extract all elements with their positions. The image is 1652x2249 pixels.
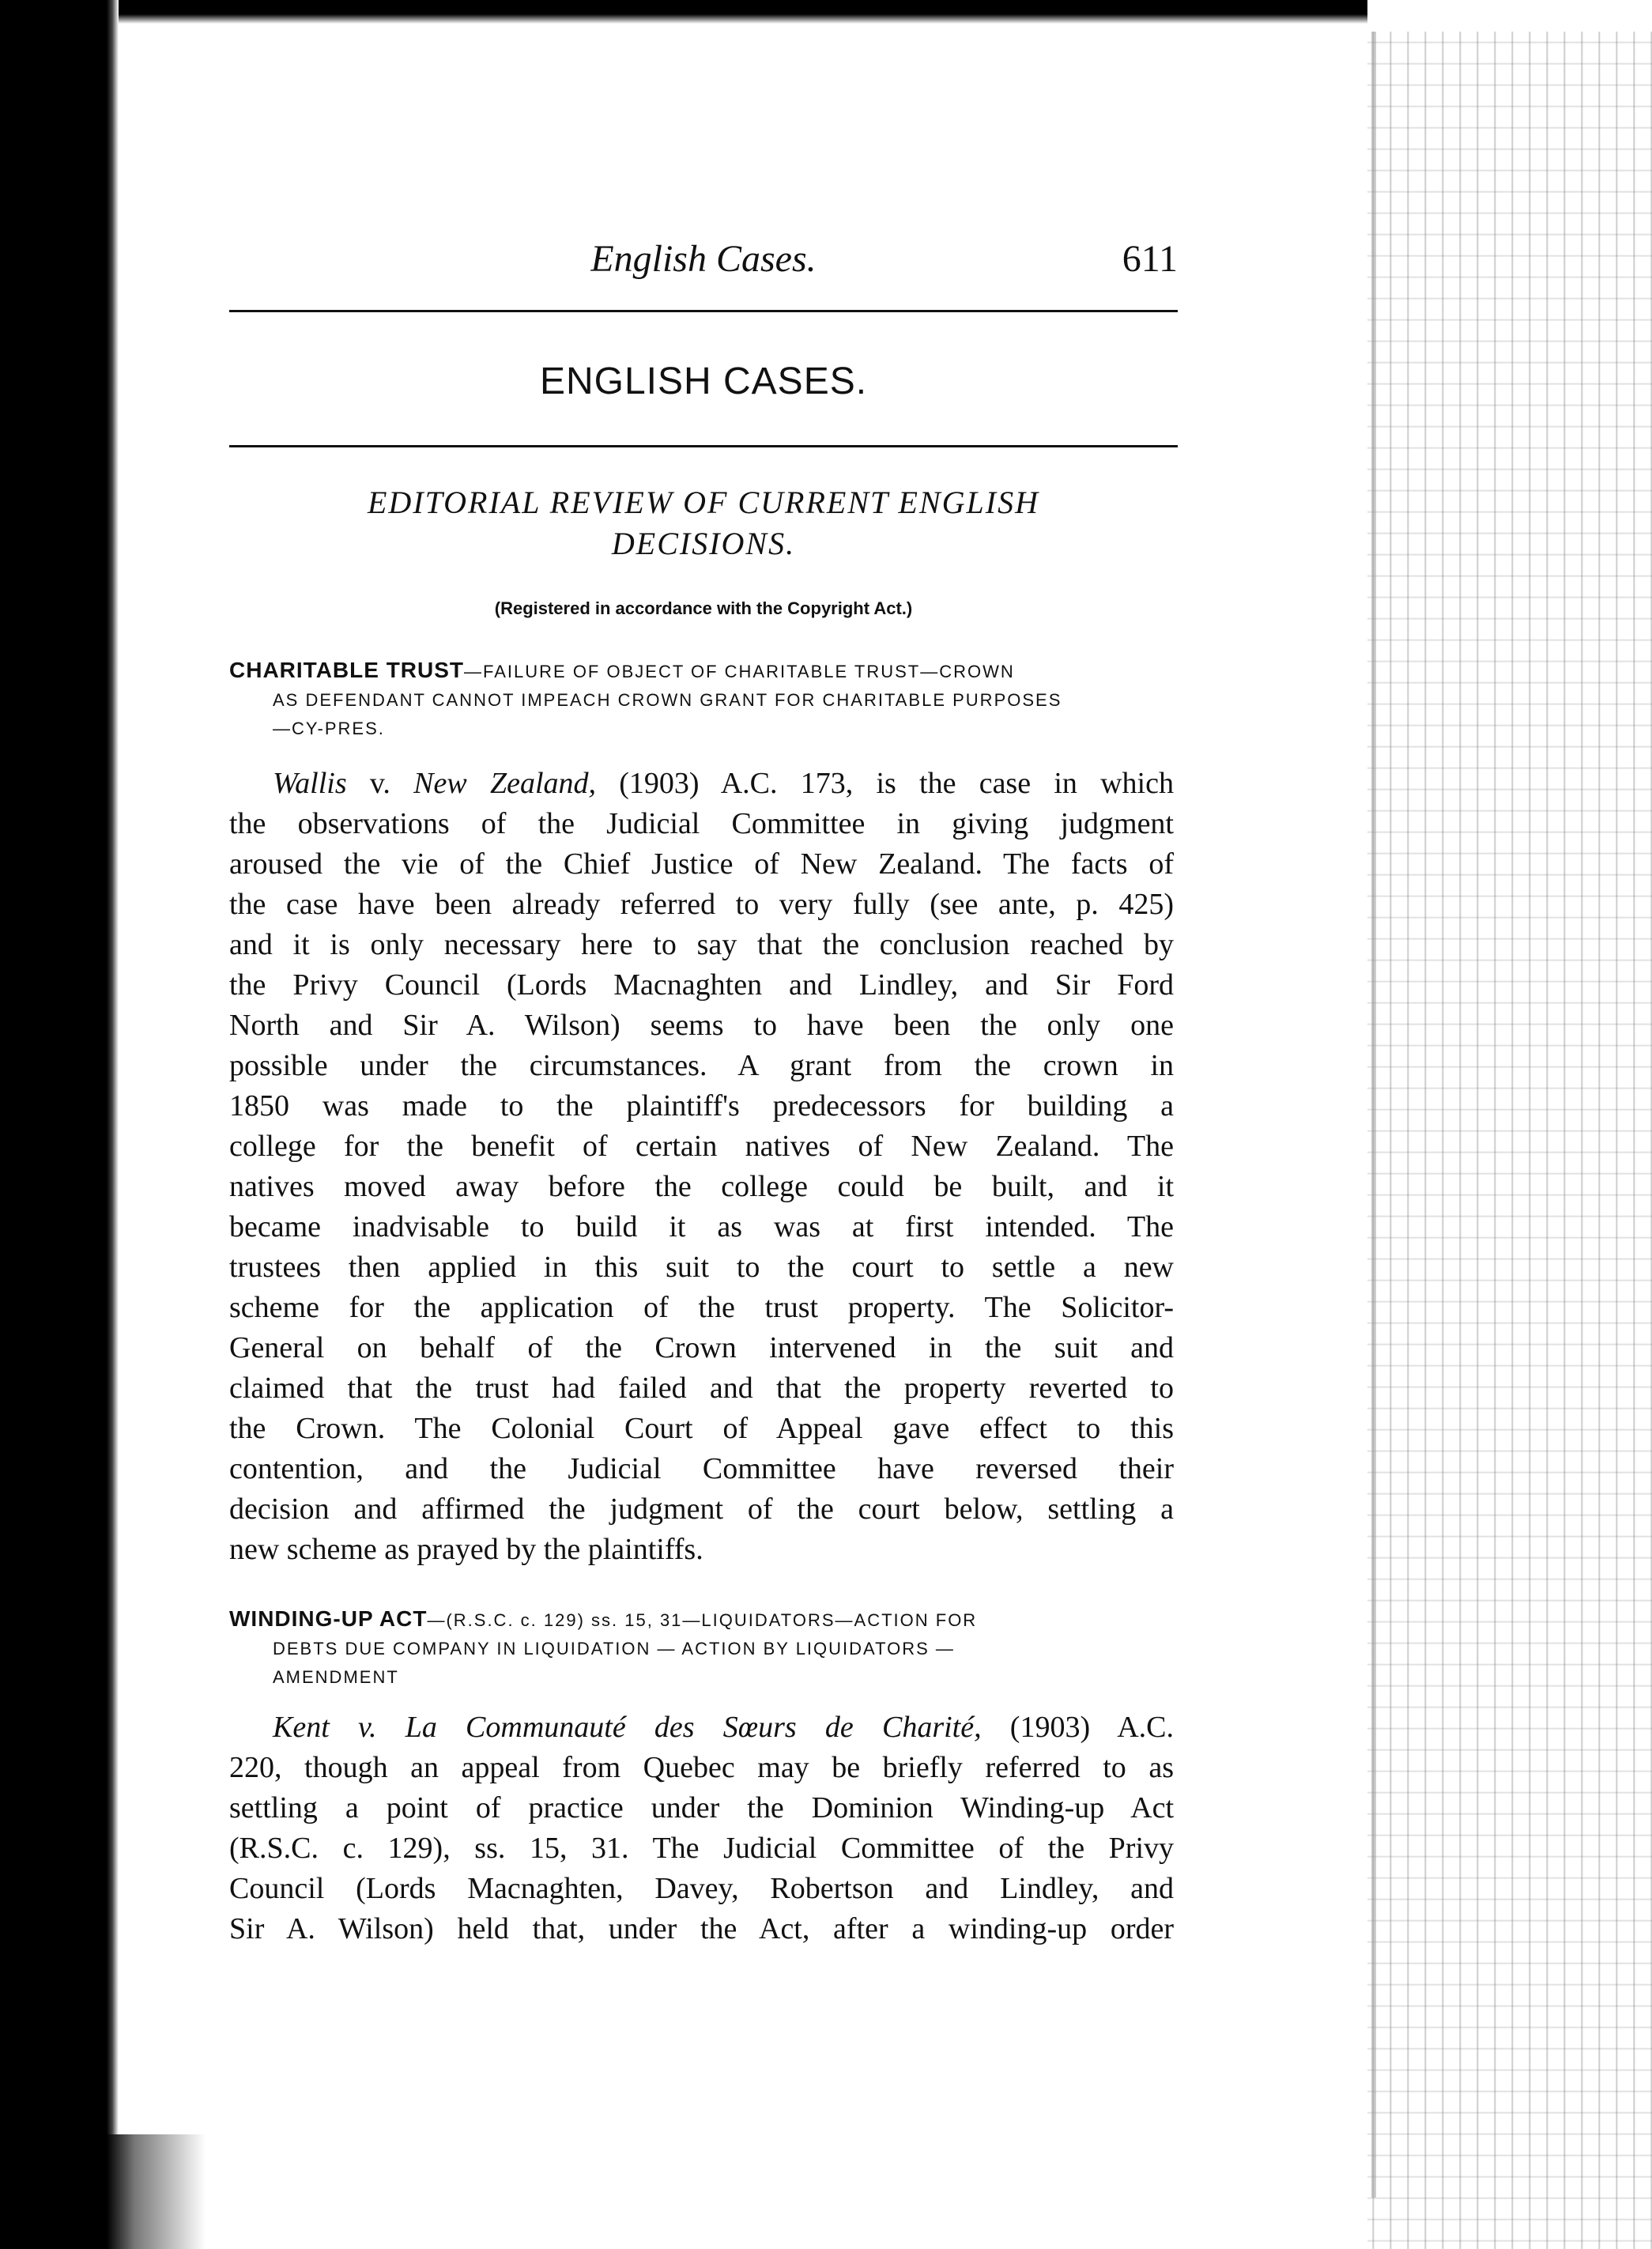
paragraph-line: claimed that the trust had failed and that the property reverted to xyxy=(229,1372,1174,1405)
case-v: v. xyxy=(346,767,414,800)
case-paragraph xyxy=(229,1708,1174,1949)
paragraph-line: the case have been already referred to very fully (see ante, p. 425) xyxy=(229,888,1174,921)
paragraph-line: college for the benefit of certain natives of New Zealand. The xyxy=(229,1130,1174,1163)
case-name: Wallis xyxy=(273,767,347,800)
section-rule xyxy=(229,445,1178,447)
case-name: Kent v. La Communauté des Sœurs de Charité, xyxy=(273,1711,982,1744)
running-head xyxy=(229,237,1178,292)
case-name: New Zealand, xyxy=(413,767,597,800)
case-headnote xyxy=(229,1605,1178,1692)
headnote-text: —CY-PRES. xyxy=(273,719,385,738)
paragraph-line: 220, though an appeal from Quebec may be briefly referred to as xyxy=(229,1751,1174,1784)
paragraph-line: became inadvisable to build it as was at first intended. The xyxy=(229,1210,1174,1243)
paragraph-line: contention, and the Judicial Committee have reversed their xyxy=(229,1452,1174,1485)
paragraph-line: new scheme as prayed by the plaintiffs. xyxy=(229,1533,703,1566)
editorial-title-line: DECISIONS. xyxy=(611,526,796,561)
editorial-title xyxy=(269,482,1138,564)
paragraph-line: scheme for the application of the trust property. The Solicitor- xyxy=(229,1291,1174,1324)
paragraph-line: and it is only necessary here to say that the conclusion reached by xyxy=(229,928,1174,961)
paragraph-text: (1903) A.C. xyxy=(981,1711,1174,1744)
paragraph-line: Council (Lords Macnaghten, Davey, Robertson and Lindley, and xyxy=(229,1872,1174,1905)
editorial-title-line: EDITORIAL REVIEW OF CURRENT ENGLISH xyxy=(368,485,1039,520)
paragraph-line: (R.S.C. c. 129), ss. 15, 31. The Judicial Committee of the Privy xyxy=(229,1832,1174,1865)
section-title: ENGLISH CASES. xyxy=(539,360,868,402)
paragraph-line: natives moved away before the college could be built, and it xyxy=(229,1170,1174,1203)
running-title: English Cases. xyxy=(590,238,817,280)
paragraph-line: possible under the circumstances. A grant from the crown in xyxy=(229,1049,1174,1082)
copyright-note: (Registered in accordance with the Copyright Act.) xyxy=(494,598,913,618)
case-paragraph xyxy=(229,764,1174,1570)
case-headnote xyxy=(229,656,1178,743)
headnote-text: —(R.S.C. c. 129) ss. 15, 31—LIQUIDATORS—ACTION FOR xyxy=(427,1610,978,1630)
page-number: 611 xyxy=(1122,238,1178,280)
paragraph-line: decision and affirmed the judgment of the court below, settling a xyxy=(229,1492,1174,1526)
paragraph-line: settling a point of practice under the Dominion Winding-up Act xyxy=(229,1791,1174,1824)
paragraph-line: 1850 was made to the plaintiff's predecessors for building a xyxy=(229,1089,1174,1123)
headnote-text: AS DEFENDANT CANNOT IMPEACH CROWN GRANT FOR CHARITABLE PURPOSES xyxy=(273,690,1062,710)
paragraph-text: (1903) A.C. 173, is the case in which xyxy=(596,767,1174,800)
paragraph-line: the observations of the Judicial Committee in giving judgment xyxy=(229,807,1174,840)
headnote-lead: CHARITABLE TRUST xyxy=(229,658,465,682)
paragraph-line: trustees then applied in this suit to the court to settle a new xyxy=(229,1251,1174,1284)
headnote-text: DEBTS DUE COMPANY IN LIQUIDATION — ACTION BY LIQUIDATORS — xyxy=(273,1639,955,1658)
paragraph-line: General on behalf of the Crown intervened in the suit and xyxy=(229,1331,1174,1364)
paragraph-line: North and Sir A. Wilson) seems to have been the only one xyxy=(229,1009,1174,1042)
header-rule xyxy=(229,310,1178,312)
paragraph-line: Sir A. Wilson) held that, under the Act, after a winding-up order xyxy=(229,1912,1174,1945)
paragraph-line: the Crown. The Colonial Court of Appeal gave effect to this xyxy=(229,1412,1174,1445)
headnote-text: AMENDMENT xyxy=(273,1667,399,1687)
paragraph-line: the Privy Council (Lords Macnaghten and Lindley, and Sir Ford xyxy=(229,968,1174,1002)
headnote-text: —FAILURE OF OBJECT OF CHARITABLE TRUST—CROWN xyxy=(464,662,1015,681)
paragraph-line: aroused the vie of the Chief Justice of New Zealand. The facts of xyxy=(229,847,1174,881)
headnote-lead: WINDING-UP ACT xyxy=(229,1606,428,1631)
